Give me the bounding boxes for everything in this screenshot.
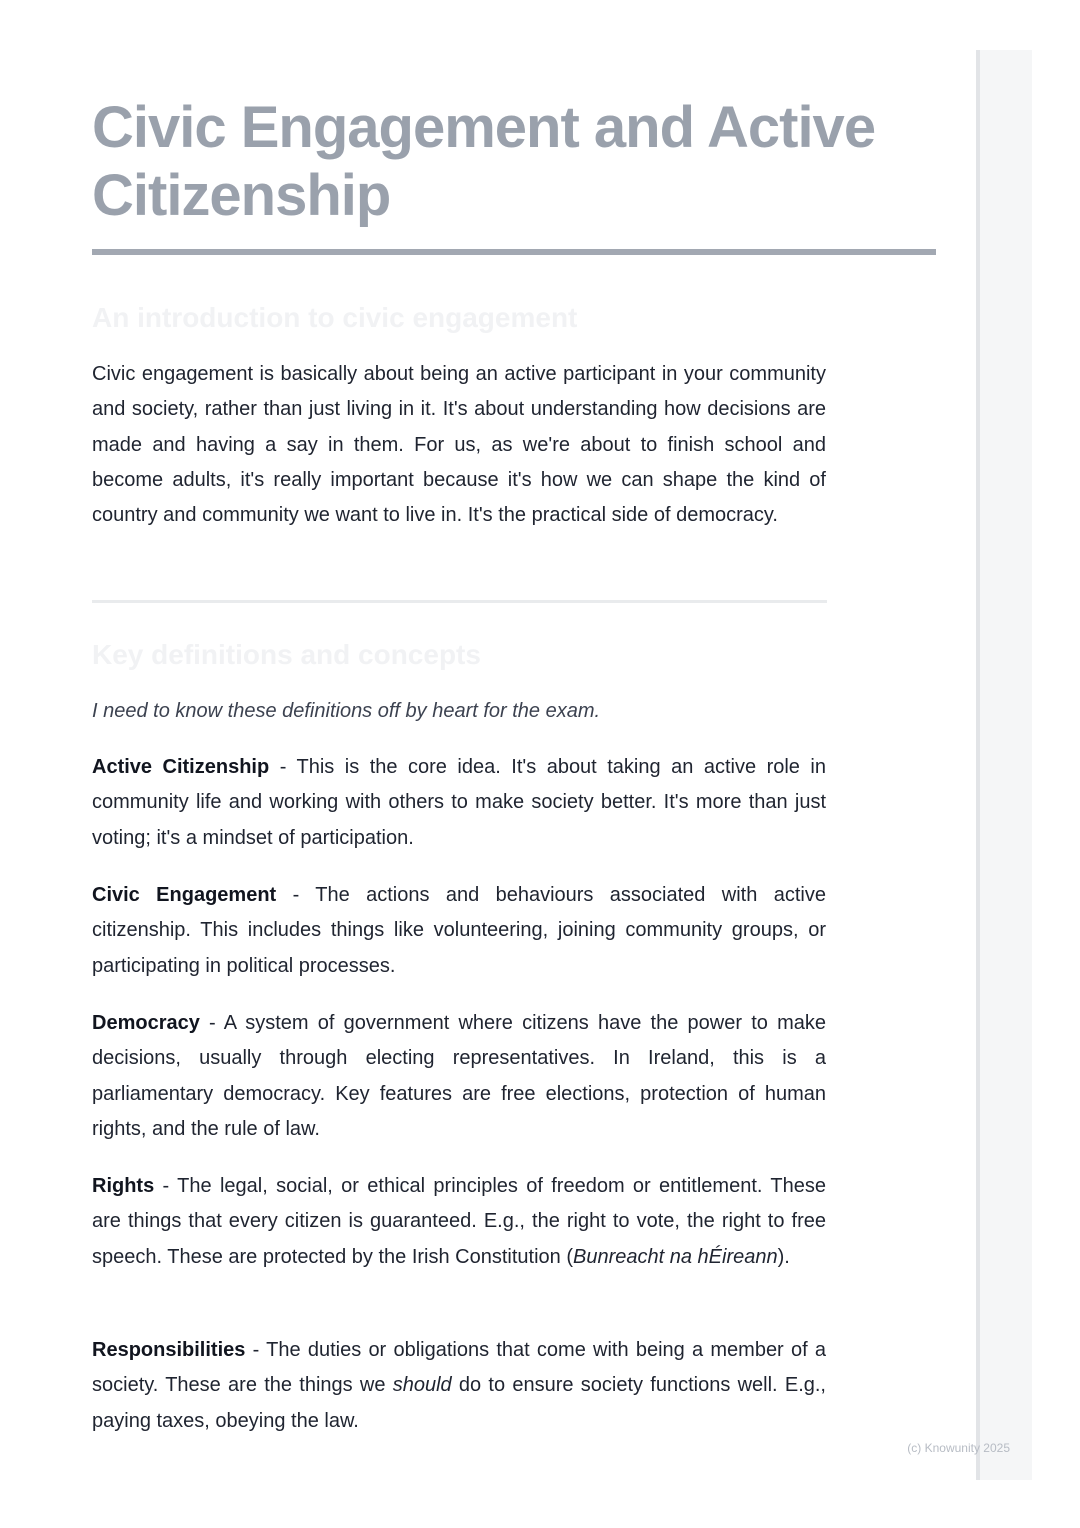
- definition-civic-engagement: [92, 878, 826, 984]
- definition-text: - The duties or obligations that come with being a member of a society. These are the things we: [92, 1339, 826, 1397]
- copyright-footer: (c) Knowunity 2025: [907, 1441, 1010, 1455]
- definition-text-tail: do to ensure society functions well. E.g., paying taxes, obeying the law.: [92, 1374, 826, 1432]
- introduction-paragraph: Civic engagement is basically about being an active participant in your community and society, rather than just living in it. It's about understanding how decisions are made and having a say in them. For us, as we're about to finish school and become adults, it's really important because it's how we can shape the kind of country and community we want to live in. It's the practical side of democracy.: [92, 363, 826, 527]
- definition-text: - This is the core idea. It's about taking an active role in community life and working with others to make society better. It's more than just voting; it's a mindset of participation.: [92, 756, 826, 849]
- definition-term: Rights: [92, 1175, 155, 1197]
- constitution-name: Bunreacht na hÉireann: [573, 1245, 778, 1268]
- definition-text-tail: ).: [777, 1245, 790, 1268]
- definition-term: Active Citizenship: [92, 756, 270, 778]
- section-heading-introduction: An introduction to civic engagement: [92, 302, 578, 333]
- section-divider: [92, 600, 827, 603]
- page-side-panel: [976, 50, 1032, 1480]
- definition-text: - The legal, social, or ethical principles of freedom or entitlement. These are things that every citizen is guaranteed. E.g., the right to vote, the right to free speech. These are protected by the Irish Constitution (: [92, 1175, 826, 1268]
- definition-term: Responsibilities: [92, 1339, 246, 1361]
- definition-term: Civic Engagement: [92, 884, 277, 906]
- definition-text: - A system of government where citizens have the power to make decisions, usually through electing representatives. In Ireland, this is a parliamentary democracy. Key features are free elections, protection of human rights, and the rule of law.: [92, 1012, 826, 1140]
- definition-rights: [92, 1169, 826, 1275]
- definition-democracy: [92, 1006, 826, 1147]
- title-divider: [92, 249, 936, 255]
- emphasis-word: should: [392, 1374, 452, 1397]
- definition-responsibilities: [92, 1333, 826, 1439]
- definition-active-citizenship: [92, 750, 826, 856]
- definition-text: - The actions and behaviours associated with active citizenship. This includes things like volunteering, joining community groups, or participating in political processes.: [92, 884, 826, 977]
- definition-term: Democracy: [92, 1012, 200, 1034]
- section-heading-key-definitions: Key definitions and concepts: [92, 639, 481, 670]
- exam-note: I need to know these definitions off by heart for the exam.: [92, 700, 601, 722]
- page-title: Civic Engagement and Active Citizenship: [92, 95, 876, 228]
